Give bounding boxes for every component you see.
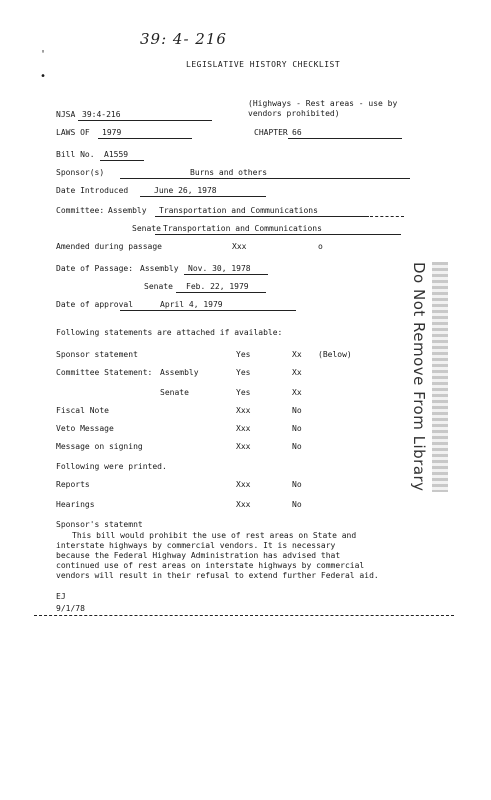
item-label: Fiscal Note [56,406,109,415]
sponsor-statement-line: interstate highways by commercial vendors. It is necessary [56,541,336,550]
item-yes: Xxx [236,424,251,433]
sponsor-statement-line: continued use of rest areas on interstate highways by commercial [56,561,365,570]
printed-item-label: Reports [56,480,90,489]
item-sub-label: Assembly [160,368,199,377]
stamp-blot [432,262,448,492]
sponsors-value: Burns and others [120,168,410,179]
laws-of-label: LAWS OF [56,128,90,137]
approval-value: April 4, 1979 [120,300,296,311]
item-no: Xx [292,368,302,377]
item-yes: Yes [236,350,251,359]
statements-heading: Following statements are attached if available: [56,328,283,337]
item-yes: Xxx [236,406,251,415]
committee-senate-value: Transportation and Communications [155,224,401,235]
date-introduced-label: Date Introduced [56,186,129,195]
margin-mark: • [40,71,47,82]
item-no: No [292,406,302,415]
item-label: Message on signing [56,442,143,451]
passage-senate-label: Senate [144,282,173,291]
item-sub-label: Senate [160,388,189,397]
sponsor-statement-line: This bill would prohibit the use of rest areas on State and [72,531,357,540]
page-title: LEGISLATIVE HISTORY CHECKLIST [186,60,341,69]
amended-no-mark: o [318,242,323,251]
sponsor-statement-line: because the Federal Highway Administration has advised that [56,551,341,560]
passage-label: Date of Passage: [56,264,134,273]
dashed-rule [370,216,404,217]
njsa-value: 39:4-216 [78,110,212,121]
sponsor-statement-heading: Sponsor's statemnt [56,520,143,529]
margin-mark: ' [40,49,47,60]
committee-senate-label: Senate [132,224,161,233]
printed-item-no: No [292,500,302,509]
chapter-label: CHAPTER [254,128,288,137]
committee-assembly-label: Assembly [108,206,147,215]
amended-yes-mark: Xxx [232,242,247,251]
item-label: Committee Statement: [56,368,153,377]
approval-label: Date of approval [56,300,134,309]
printed-item-no: No [292,480,302,489]
library-stamp [392,262,454,492]
item-no: No [292,424,302,433]
item-yes: Xxx [236,442,251,451]
initials: EJ [56,592,66,601]
library-stamp-text: Do Not Remove From Library [410,262,428,492]
printed-item-yes: Xxx [236,480,251,489]
passage-senate-value: Feb. 22, 1979 [176,282,266,293]
amended-label: Amended during passage [56,242,162,251]
njsa-label: NJSA [56,110,76,119]
chapter-value: 66 [288,128,402,139]
date-stamp: 9/1/78 [56,604,85,613]
item-label: Sponsor statement [56,350,138,359]
date-introduced-value: June 26, 1978 [140,186,266,197]
passage-assembly-label: Assembly [140,264,179,273]
passage-assembly-value: Nov. 30, 1978 [184,264,268,275]
handwritten-number: 39: 4- 216 [140,30,227,48]
printed-item-label: Hearings [56,500,95,509]
committee-assembly-value: Transportation and Communications [155,206,369,217]
item-yes: Yes [236,388,251,397]
printed-heading: Following were printed. [56,462,167,471]
item-no: No [292,442,302,451]
bill-no-value: A1559 [100,150,144,161]
item-yes: Yes [236,368,251,377]
bottom-dashed-rule [34,615,454,616]
sponsors-label: Sponsor(s) [56,168,105,177]
sponsor-statement-line: vendors will result in their refusal to extend further Federal aid. [56,571,379,580]
njsa-description: (Highways - Rest areas - use by vendors prohibited) [248,99,398,118]
printed-item-yes: Xxx [236,500,251,509]
laws-of-value: 1979 [98,128,192,139]
bill-no-label: Bill No. [56,150,95,159]
committee-label: Committee: [56,206,105,215]
item-label: Veto Message [56,424,114,433]
item-note: (Below) [318,350,352,359]
item-no: Xx [292,388,302,397]
item-no: Xx [292,350,302,359]
